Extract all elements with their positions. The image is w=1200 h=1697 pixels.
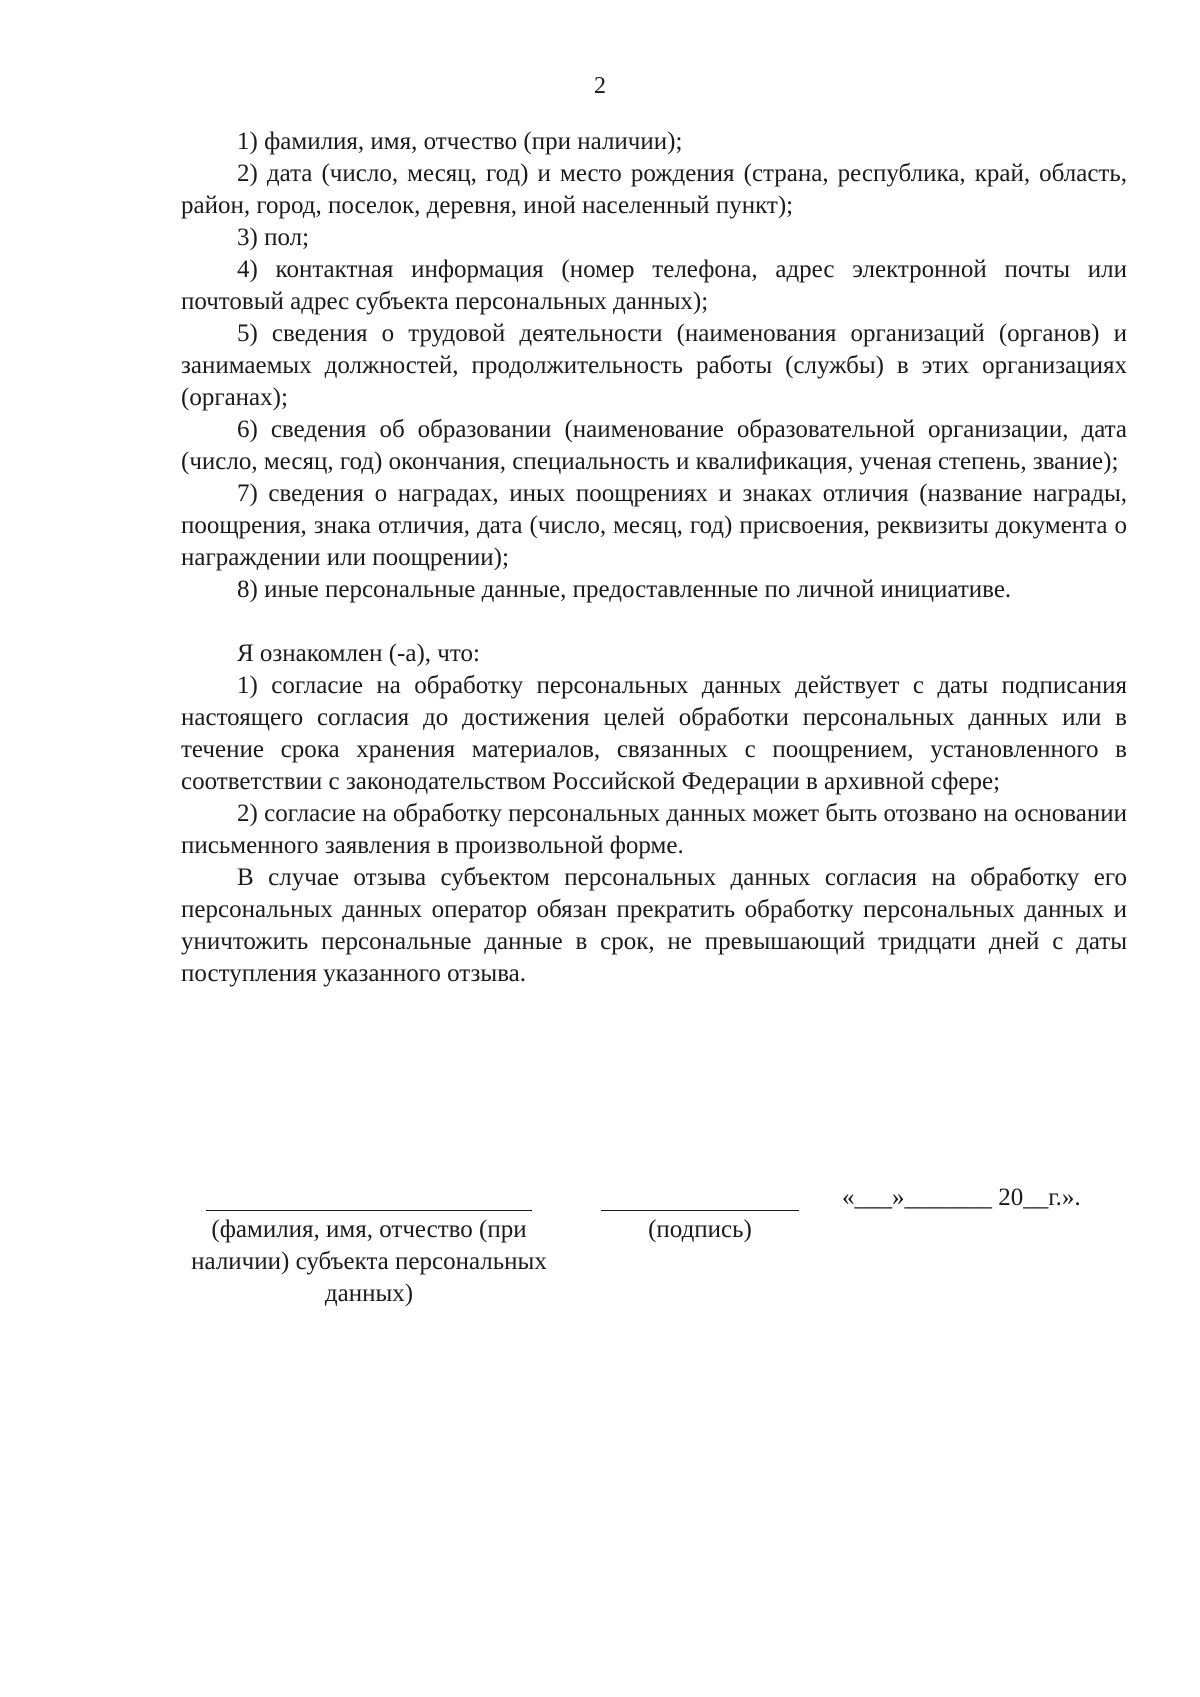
list1-item-6: 6) сведения об образовании (наименование образовательной организации, дата (число, месяц, год) окончания, специальность и квалификация, ученая степень, звание); xyxy=(181,416,1127,475)
name-signature-line xyxy=(206,1210,532,1211)
page-number: 2 xyxy=(594,73,606,99)
signature-line xyxy=(601,1210,799,1211)
list1-item-7: 7) сведения о наградах, иных поощрениях и знаках отличия (название награды, поощрения, знака отличия, дата (число, месяц, год) присвоения, реквизиты документа о награждении или поощрении); xyxy=(181,480,1127,571)
list2-item-1: 1) согласие на обработку персональных данных действует с даты подписания настоящего согласия до достижения целей обработки персональных данных или в течение срока хранения материалов, связанных с поощрением, установленного в соответствии с законодательством Российской Федерации в архивной сфере; xyxy=(181,672,1127,795)
date-line: «___»_______ 20__г.». xyxy=(842,1184,1081,1211)
paragraph-spacer xyxy=(181,606,1127,638)
list1-item-8: 8) иные персональные данные, предоставленные по личной инициативе. xyxy=(237,576,1012,603)
list2-item-2: 2) согласие на обработку персональных данных может быть отозвано на основании письменного заявления в произвольной форме. xyxy=(181,800,1127,859)
list1-item-2: 2) дата (число, месяц, год) и место рождения (страна, республика, край, область, район, город, поселок, деревня, иной населенный пункт); xyxy=(181,160,1127,219)
name-caption: (фамилия, имя, отчество (при наличии) субъекта персональных данных) xyxy=(191,1216,547,1307)
document-body xyxy=(181,126,1127,990)
signature-caption: (подпись) xyxy=(648,1216,752,1243)
list1-item-5: 5) сведения о трудовой деятельности (наименования организаций (органов) и занимаемых должностей, продолжительность работы (службы) в этих организациях (органах); xyxy=(181,320,1127,411)
list1-item-3: 3) пол; xyxy=(237,224,310,251)
acknowledgement-heading: Я ознакомлен (-а), что: xyxy=(237,640,480,667)
list1-item-1: 1) фамилия, имя, отчество (при наличии); xyxy=(237,128,683,155)
list1-item-4: 4) контактная информация (номер телефона, адрес электронной почты или почтовый адрес субъекта персональных данных); xyxy=(181,256,1127,315)
revocation-paragraph: В случае отзыва субъектом персональных данных согласия на обработку его персональных данных оператор обязан прекратить обработку персональных данных и уничтожить персональные данные в срок, не превышающий тридцати дней с даты поступления указанного отзыва. xyxy=(181,864,1127,987)
